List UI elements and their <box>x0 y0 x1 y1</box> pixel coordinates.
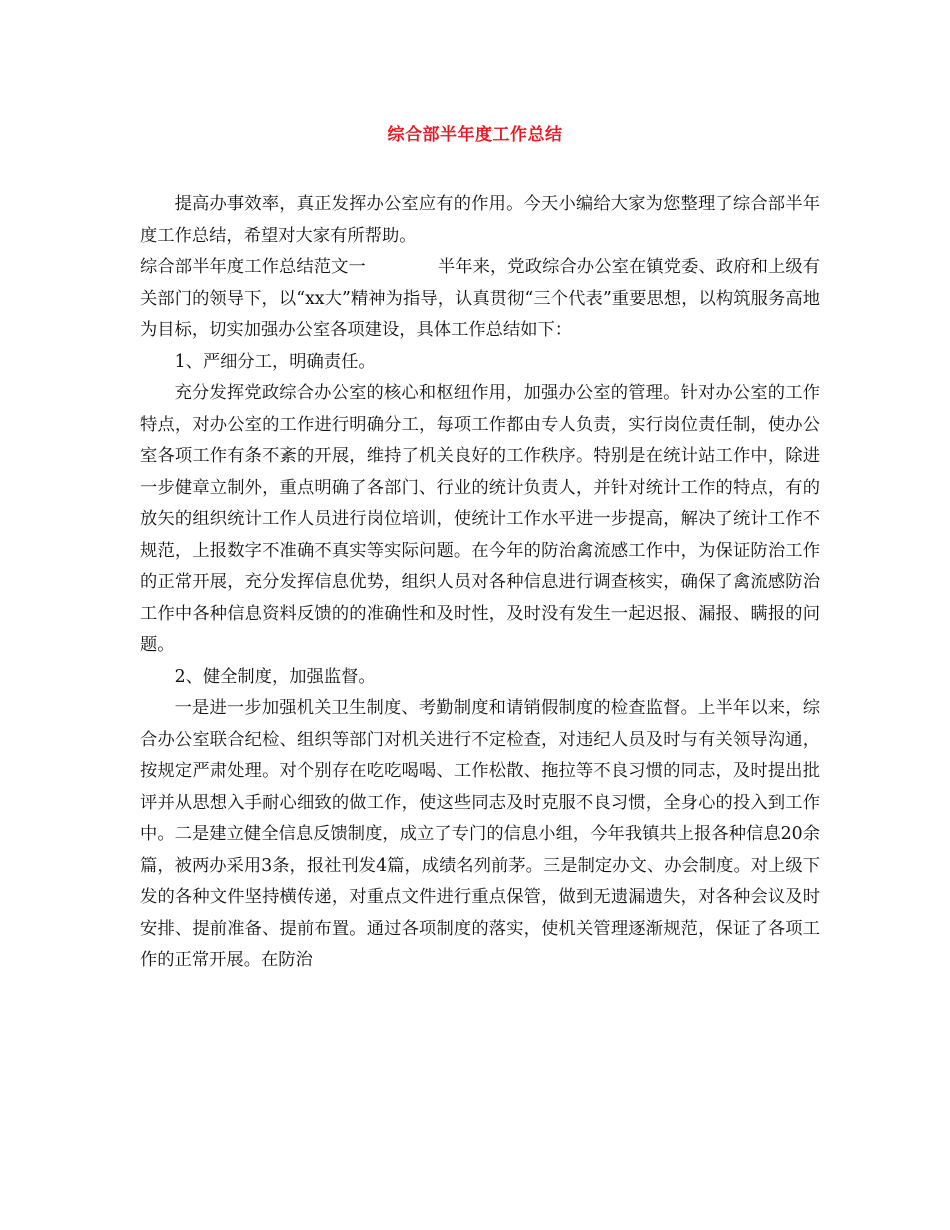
section-body-2: 一是进一步加强机关卫生制度、考勤制度和请销假制度的检查监督。上半年以来，综合办公室联合纪检、组织等部门对机关进行不定检查，对违纪人员及时与有关领导沟通，按规定严肃处理。对个别存在吃吃喝喝、工作松散、拖拉等不良习惯的同志，及时提出批评并从思想入手耐心细致的做工作，使这些同志及时克服不良习惯，全身心的投入到工作中。二是建立健全信息反馈制度，成立了专门的信息小组，今年我镇共上报各种信息20余篇，被两办采用3条，报社刊发4篇，成绩名列前茅。三是制定办文、办会制度。对上级下发的各种文件坚持横传递，对重点文件进行重点保管，做到无遗漏遗失，对各种会议及时安排、提前准备、提前布置。通过各项制度的落实，使机关管理逐渐规范，保证了各项工作的正常开展。在防治 <box>140 698 820 970</box>
section-heading-1: 1、严细分工，明确责任。 <box>174 351 376 372</box>
sample-opening: 半年来，党政综合办公室在镇党委、政府和上级有关部门的领导下，以“xx大”精神为指导，认真贯彻“三个代表”重要思想，以构筑服务高地为目标，切实加强办公室各项建设，具体工作总结如下： <box>140 257 820 340</box>
intro-paragraph: 提高办事效率，真正发挥办公室应有的作用。今天小编给大家为您整理了综合部半年度工作总结，希望对大家有所帮助。 <box>140 194 820 246</box>
page-title: 综合部半年度工作总结 <box>387 125 563 145</box>
document-body <box>140 189 820 977</box>
sample-paragraph <box>140 252 820 347</box>
section-body-1: 充分发挥党政综合办公室的核心和枢纽作用，加强办公室的管理。针对办公室的工作特点，对办公室的工作进行明确分工，每项工作都由专人负责，实行岗位责任制，使办公室各项工作有条不紊的开展，维持了机关良好的工作秩序。特别是在统计站工作中，除进一步健章立制外，重点明确了各部门、行业的统计负责人，并针对统计工作的特点，有的放矢的组织统计工作人员进行岗位培训，使统计工作水平进一步提高，解决了统计工作不规范，上报数字不准确不真实等实际问题。在今年的防治禽流感工作中，为保证防治工作的正常开展，充分发挥信息优势，组织人员对各种信息进行调查核实，确保了禽流感防治工作中各种信息资料反馈的的准确性和及时性，及时没有发生一起迟报、漏报、瞒报的问题。 <box>140 383 820 655</box>
sample-heading: 综合部半年度工作总结范文一 <box>140 257 366 277</box>
section-heading-2: 2、健全制度，加强监督。 <box>174 666 376 687</box>
